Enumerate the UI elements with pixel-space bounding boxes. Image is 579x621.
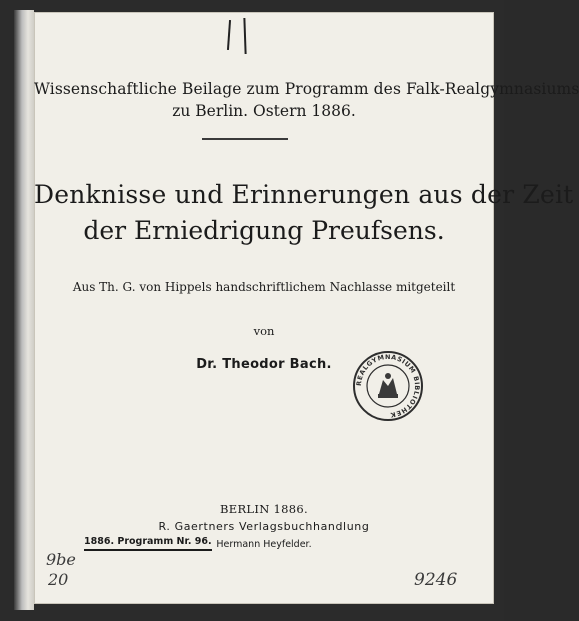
stamp-text: REALGYMNASIUM BIBLIOTHEK [354, 352, 422, 420]
title-page [34, 12, 579, 604]
imprint-city-year: BERLIN 1886. [220, 502, 308, 516]
imprint-publisher: R. Gaertners Verlagsbuchhandlung [158, 520, 370, 533]
title-line-1: Denknisse und Erinnerungen aus der Zeit [34, 180, 574, 209]
handwritten-shelf-mark-line-1: 9be [46, 550, 76, 569]
subtitle: Aus Th. G. von Hippels handschriftlichem Nachlasse mitgeteilt [72, 280, 456, 294]
library-stamp-icon [352, 350, 424, 422]
by-word: von [253, 324, 275, 338]
binding-edge [14, 10, 34, 610]
pencil-mark [227, 20, 231, 50]
imprint-proprietor: Hermann Heyfelder. [216, 539, 312, 550]
handwritten-accession-number: 9246 [414, 570, 458, 590]
pencil-mark [243, 18, 246, 54]
header-line-1: Wissenschaftliche Beilage zum Programm des Falk-Realgymnasiums [34, 80, 579, 98]
program-number-note: 1886. Programm Nr. 96. [84, 536, 212, 551]
header-line-2: zu Berlin. Ostern 1886. [172, 102, 356, 120]
handwritten-shelf-mark-line-2: 20 [48, 570, 69, 589]
author-name: Dr. Theodor Bach. [196, 357, 332, 372]
title-line-2: der Erniedrigung Preufsens. [83, 216, 445, 245]
header-divider [202, 138, 288, 140]
